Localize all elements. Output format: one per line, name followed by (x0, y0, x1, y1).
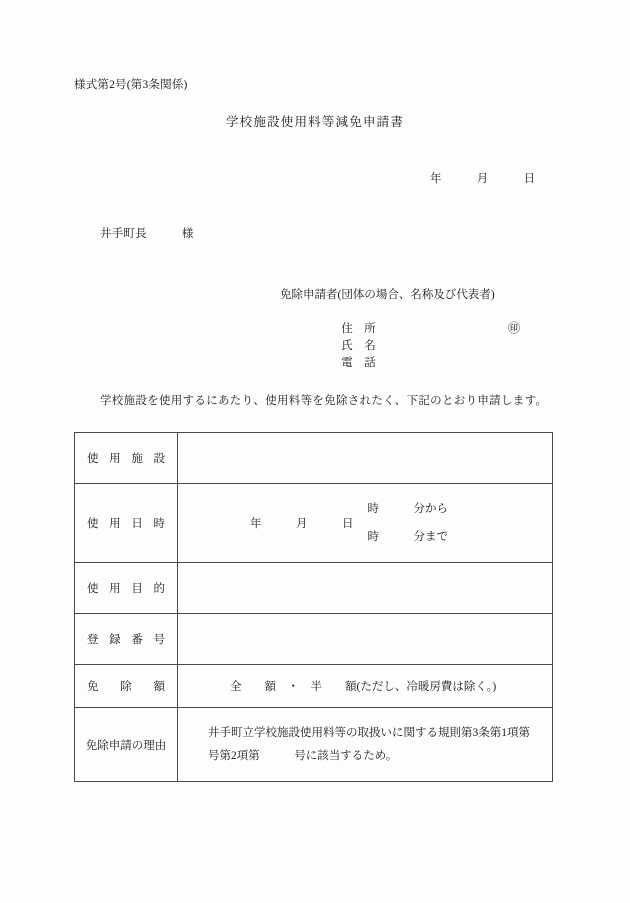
applicant-block (280, 287, 521, 369)
applicant-name-row (280, 321, 521, 352)
table-row-exemption-amount (75, 665, 553, 708)
value-reason[interactable] (178, 708, 553, 782)
label-facility: 使用施設 (75, 433, 178, 484)
value-facility[interactable] (178, 433, 553, 484)
value-exemption-amount[interactable]: 全 額 ・ 半 額(ただし、冷暖房費は除く。) (178, 665, 553, 708)
label-reason: 免除申請の理由 (75, 708, 178, 782)
seal-icon: ㊞ (508, 321, 521, 335)
addressee-line: 井手町長 様 (100, 228, 194, 240)
value-purpose[interactable] (178, 563, 553, 614)
page-title: 学校施設使用料等減免申請書 (225, 115, 405, 129)
table-row-datetime (75, 484, 553, 563)
value-datetime[interactable] (178, 484, 553, 563)
table-row-purpose (75, 563, 553, 614)
application-table (74, 432, 553, 782)
datetime-time-from: 時 分から (367, 503, 448, 515)
value-registration-number[interactable] (178, 614, 553, 665)
form-number: 様式第2号(第3条関係) (74, 79, 188, 91)
label-exemption-amount: 免除額 (75, 665, 178, 708)
reason-line-2: 号第2項第 号に該当するため。 (208, 749, 398, 762)
applicant-address-row (280, 304, 495, 335)
date-line: 年 月 日 (430, 173, 536, 185)
applicant-phone-row (280, 338, 495, 369)
label-registration-number: 登録番号 (75, 614, 178, 665)
applicant-phone-label: 電 話 (341, 357, 376, 369)
datetime-time-to: 時 分まで (367, 531, 448, 543)
applicant-heading: 免除申請者(団体の場合、名称及び代表者) (280, 289, 495, 301)
reason-line-1: 井手町立学校施設使用料等の取扱いに関する規則第3条第1項第 (208, 726, 530, 739)
table-row-registration-number (75, 614, 553, 665)
applicant-address-label: 住 所 (341, 323, 376, 335)
table-row-reason (75, 708, 553, 782)
label-purpose: 使用目的 (75, 563, 178, 614)
applicant-name-label: 氏 名 (341, 340, 376, 352)
body-sentence: 学校施設を使用するにあたり、使用料等を免除されたく、下記のとおり申請します。 (100, 395, 548, 407)
label-datetime: 使用日時 (75, 484, 178, 563)
datetime-ymd: 年 月 日 (250, 518, 354, 530)
table-row-facility (75, 433, 553, 484)
